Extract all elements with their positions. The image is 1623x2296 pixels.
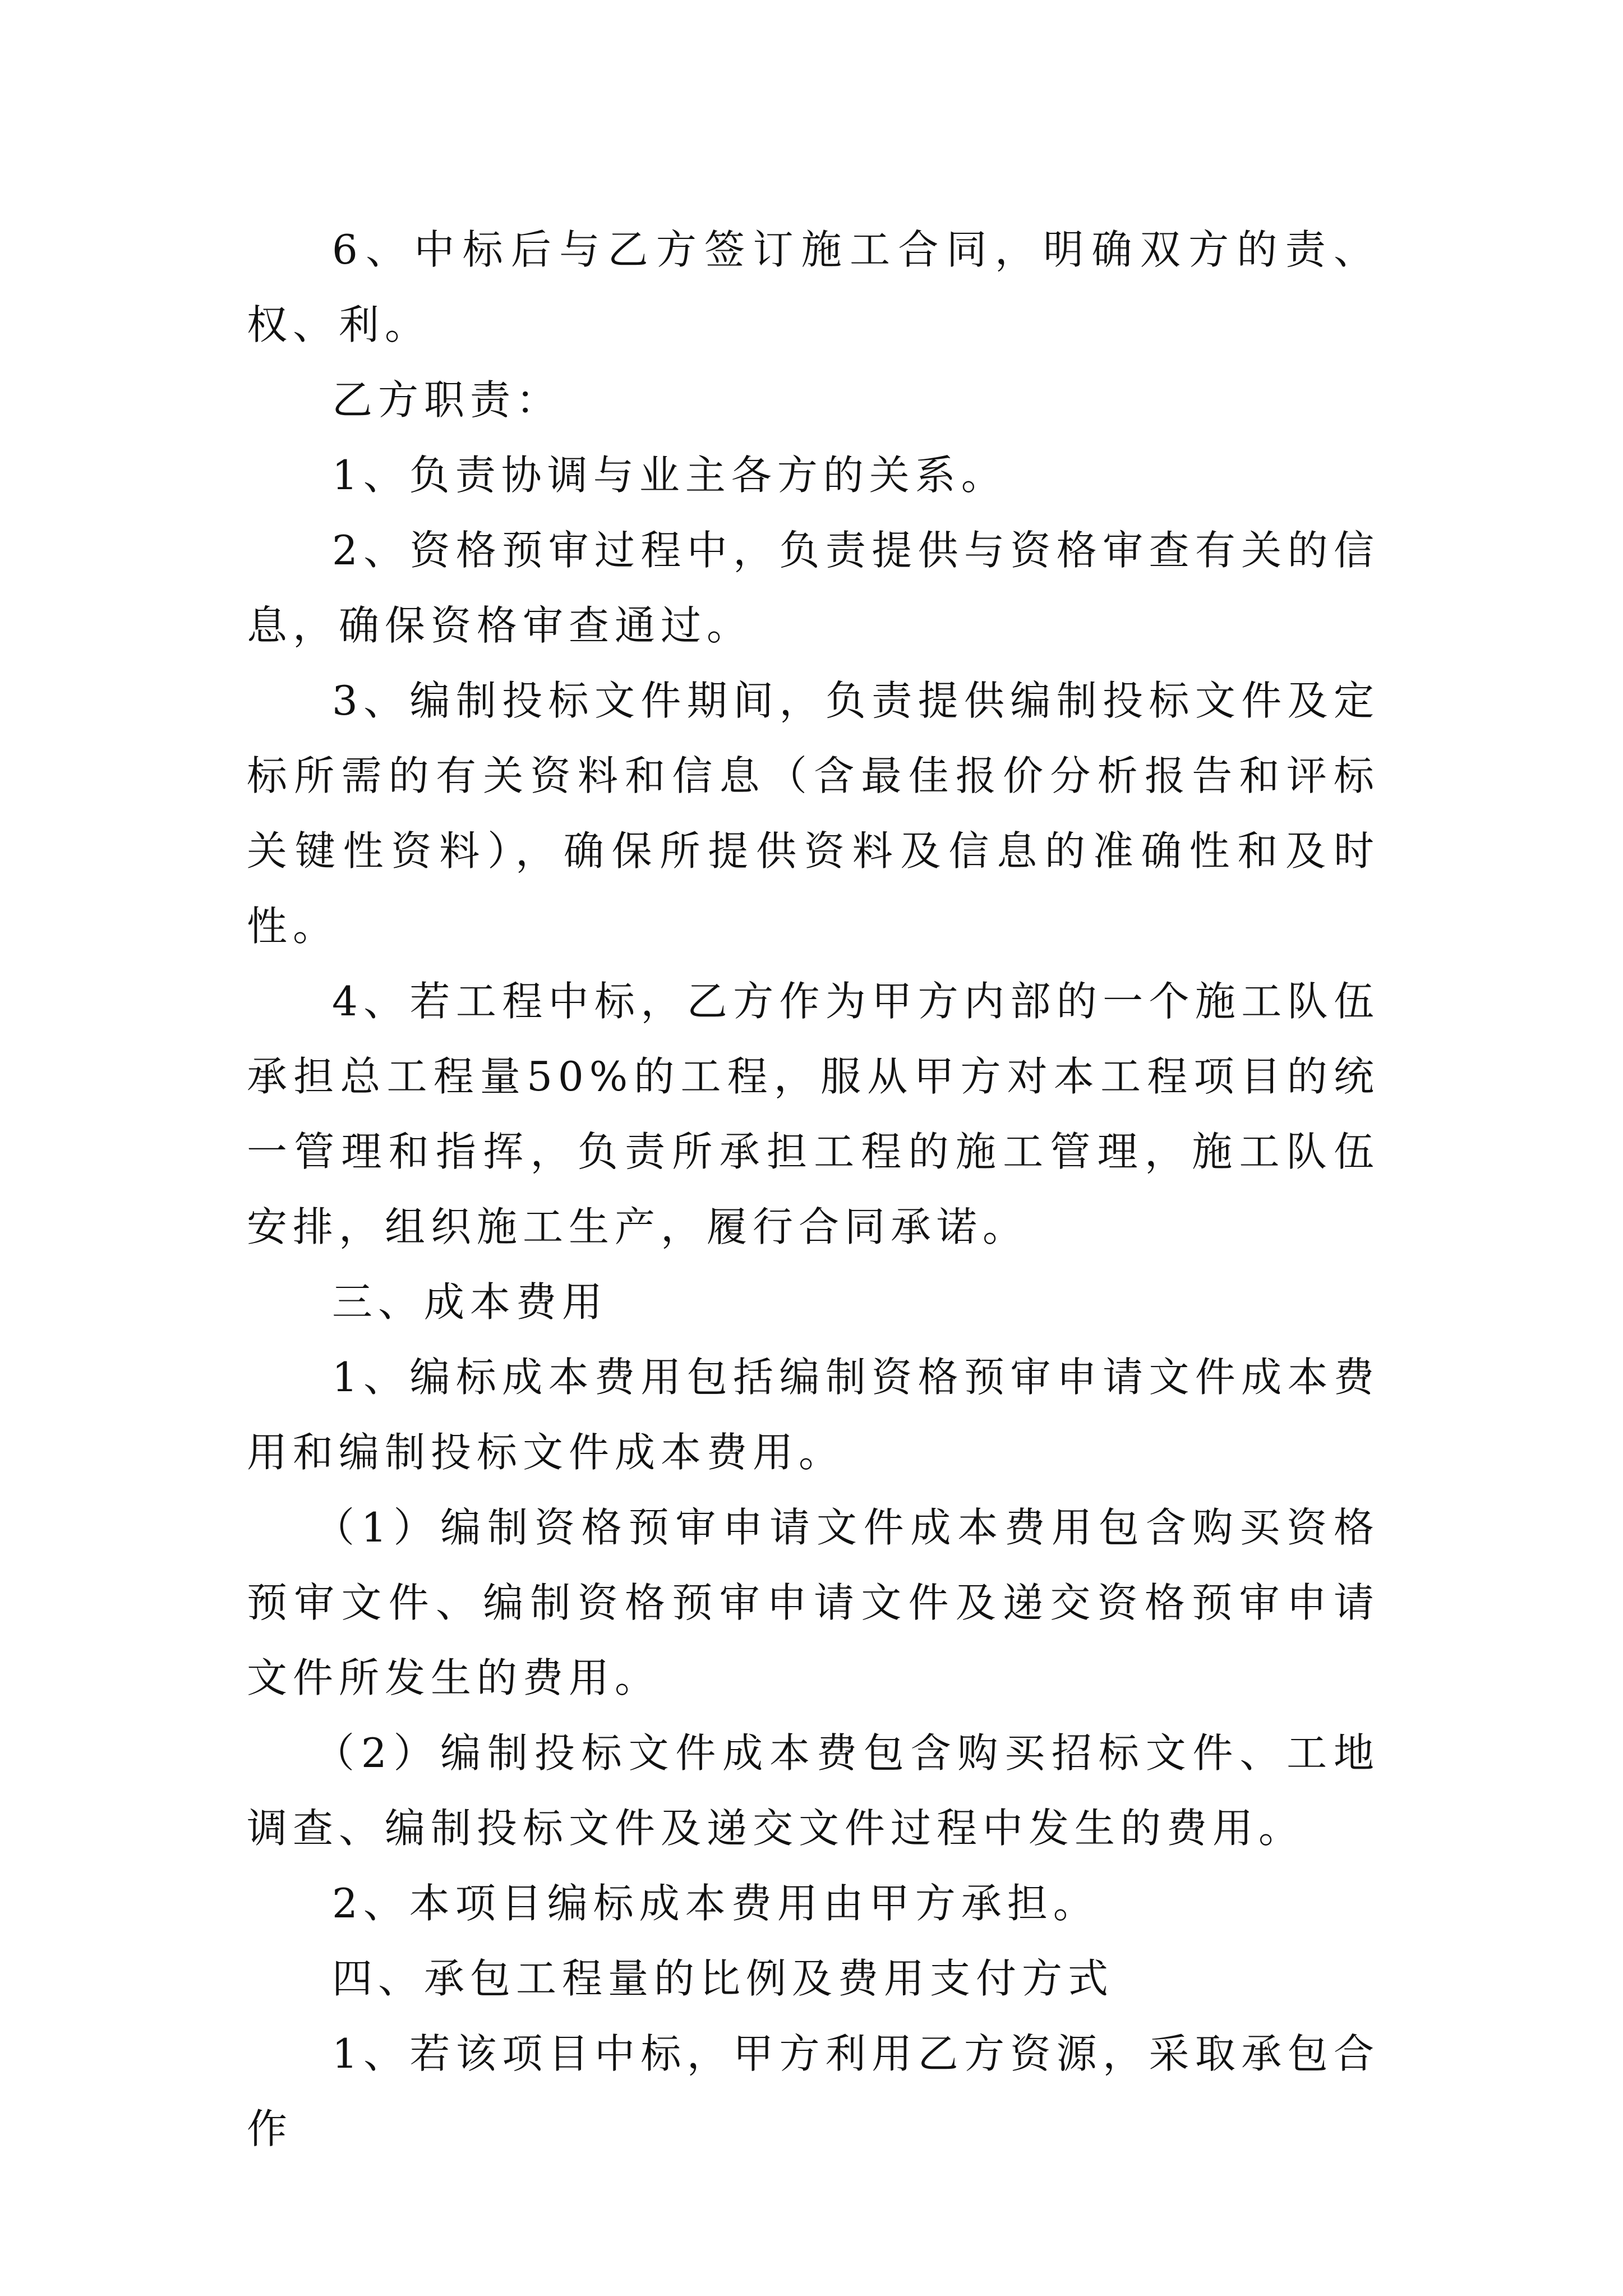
paragraph-party-b-duty-2: 2、资格预审过程中，负责提供与资格审查有关的信息，确保资格审查通过。 — [247, 527, 1380, 649]
paragraph-party-b-duty-3: 3、编制投标文件期间，负责提供编制投标文件及定标所需的有关资料和信息（含最佳报价分析报告和评标关键性资料），确保所提供资料及信息的准确性和及时性。 — [247, 677, 1380, 950]
paragraph-cost-1-sub-2: （2）编制投标文件成本费包含购买招标文件、工地调查、编制投标文件及递交文件过程中发生的费用。 — [247, 1729, 1380, 1852]
section-heading-payment: 四、承包工程量的比例及费用支付方式 — [332, 1955, 1114, 2002]
paragraph-cost-1-sub-1: （1）编制资格预审申请文件成本费用包含购买资格预审文件、编制资格预审申请文件及递交资格预审申请文件所发生的费用。 — [247, 1504, 1380, 1701]
paragraph-cost-2: 2、本项目编标成本费用由甲方承担。 — [332, 1880, 1099, 1927]
document-body — [247, 212, 1380, 2166]
paragraph-party-a-duty-6: 6、中标后与乙方签订施工合同，明确双方的责、权、利。 — [247, 226, 1380, 348]
paragraph-party-b-duty-1: 1、负责协调与业主各方的关系。 — [332, 452, 1007, 499]
heading-party-b-duties: 乙方职责： — [332, 376, 562, 424]
paragraph-payment-1: 1、若该项目中标，甲方利用乙方资源，采取承包合作 — [247, 2030, 1380, 2152]
paragraph-cost-1: 1、编标成本费用包括编制资格预审申请文件成本费用和编制投标文件成本费用。 — [247, 1354, 1380, 1476]
section-heading-costs: 三、成本费用 — [332, 1278, 608, 1326]
paragraph-party-b-duty-4: 4、若工程中标，乙方作为甲方内部的一个施工队伍承担总工程量50%的工程，服从甲方对本工程项目的统一管理和指挥，负责所承担工程的施工管理，施工队伍安排，组织施工生产，履行合同承诺。 — [247, 978, 1380, 1250]
